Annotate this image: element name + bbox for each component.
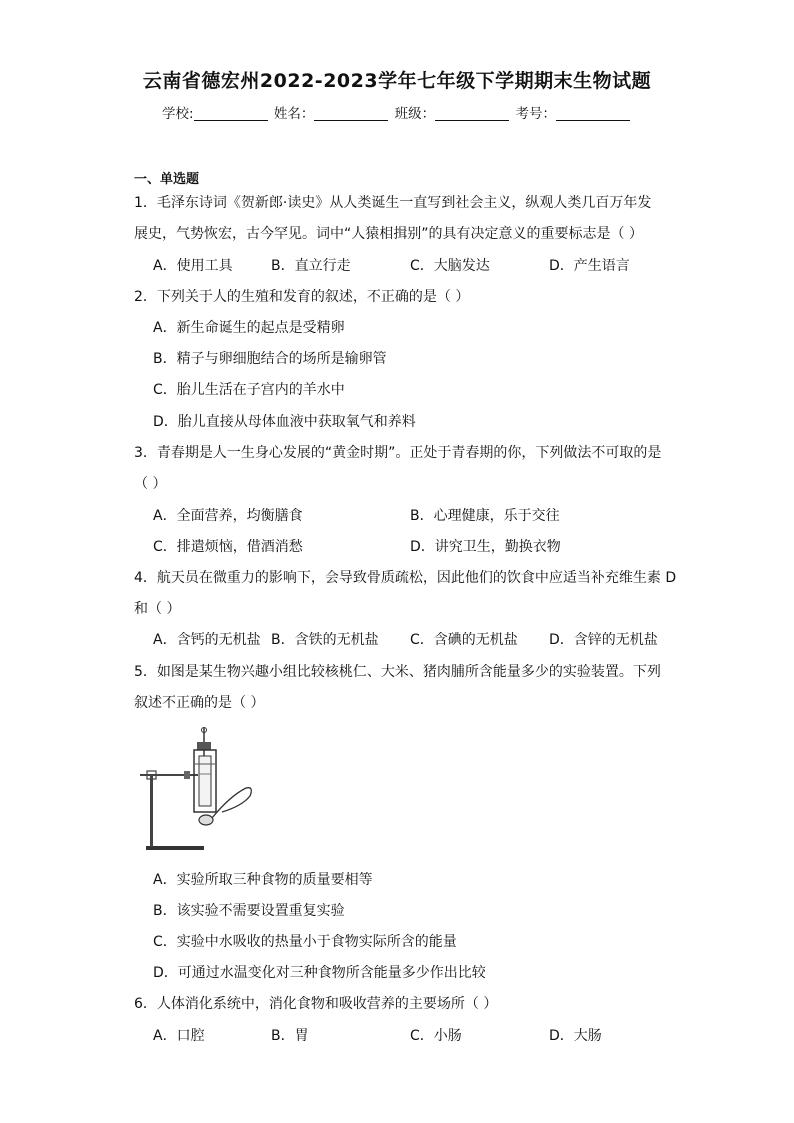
question-2-option-b[interactable]: B．精子与卵细胞结合的场所是输卵管 [153,351,387,367]
question-1-option-d[interactable]: D．产生语言 [549,258,630,274]
question-5-option-d[interactable]: D．可通过水温变化对三种食物所含能量多少作出比较 [153,965,486,981]
question-6-option-a[interactable]: A．口腔 [153,1028,205,1044]
question-1-option-a[interactable]: A．使用工具 [153,258,233,274]
school-blank[interactable] [194,106,268,121]
question-5-line-2: 叙述不正确的是（ ） [134,695,265,711]
question-3-line-2: （ ） [134,476,167,492]
class-label: 班级： [394,106,436,122]
question-1-line-2: 展史，气势恢宏，古今罕见。词中“人猿相揖别”的具有决定意义的重要标志是（ ） [134,226,643,242]
question-4-option-a[interactable]: A．含钙的无机盐 [153,632,261,648]
question-6-option-d[interactable]: D．大肠 [549,1028,602,1044]
clamp-jaw [184,771,190,779]
question-3-option-d[interactable]: D．讲究卫生，勤换衣物 [410,539,561,555]
name-label: 姓名： [273,106,315,122]
question-5-option-b[interactable]: B．该实验不需要设置重复实验 [153,903,345,919]
question-4-option-d[interactable]: D．含锌的无机盐 [549,632,658,648]
class-blank[interactable] [435,106,509,121]
stand-rod [150,774,153,847]
question-1-line-1: 1．毛泽东诗词《贺新郎·读史》从人类诞生一直写到社会主义，纵观人类几百万年发 [134,195,652,211]
section-heading: 一、单选题 [134,172,200,187]
question-6-option-b[interactable]: B．胃 [271,1028,309,1044]
question-6-line-1: 6．人体消化系统中，消化食物和吸收营养的主要场所（ ） [134,996,498,1012]
name-blank[interactable] [314,106,388,121]
question-5-option-c[interactable]: C．实验中水吸收的热量小于食物实际所含的能量 [153,934,457,950]
question-1-option-c[interactable]: C．大脑发达 [410,258,490,274]
question-5-option-a[interactable]: A．实验所取三种食物的质量要相等 [153,872,373,888]
needle-holder [212,788,251,818]
question-5-line-1: 5．如图是某生物兴趣小组比较核桃仁、大米、猪肉脯所含能量多少的实验装置。下列 [134,664,661,680]
question-4-option-b[interactable]: B．含铁的无机盐 [271,632,379,648]
question-3-option-a[interactable]: A．全面营养，均衡膳食 [153,508,303,524]
stopper [197,742,211,750]
school-label: 学校: [162,106,194,122]
question-4-line-2: 和（ ） [134,601,181,617]
question-4-option-c[interactable]: C．含碘的无机盐 [410,632,518,648]
student-info-line [0,102,794,122]
question-3-option-b[interactable]: B．心理健康，乐于交往 [410,508,560,524]
question-3-option-c[interactable]: C．排遣烦恼，借酒消愁 [153,539,303,555]
question-6-option-c[interactable]: C．小肠 [410,1028,462,1044]
question-1-option-b[interactable]: B．直立行走 [271,258,351,274]
question-2-option-c[interactable]: C．胎儿生活在子宫内的羊水中 [153,382,345,398]
page-title: 云南省德宏州2022-2023学年七年级下学期期末生物试题 [142,70,652,92]
question-2-option-a[interactable]: A．新生命诞生的起点是受精卵 [153,320,345,336]
burning-food [199,815,213,825]
question-3-line-1: 3．青春期是人一生身心发展的“黄金时期”。正处于青春期的你，下列做法不可取的是 [134,445,662,461]
question-2-line-1: 2．下列关于人的生殖和发育的叙述，不正确的是（ ） [134,289,470,305]
experiment-apparatus-figure [134,726,264,856]
question-2-option-d[interactable]: D．胎儿直接从母体血液中获取氧气和养料 [153,414,416,430]
exam-number-blank[interactable] [556,106,630,121]
exam-number-label: 考号： [515,106,556,122]
stand-base [146,846,204,850]
question-4-line-1: 4．航天员在微重力的影响下，会导致骨质疏松，因此他们的饮食中应适当补充维生素 D [134,570,677,586]
